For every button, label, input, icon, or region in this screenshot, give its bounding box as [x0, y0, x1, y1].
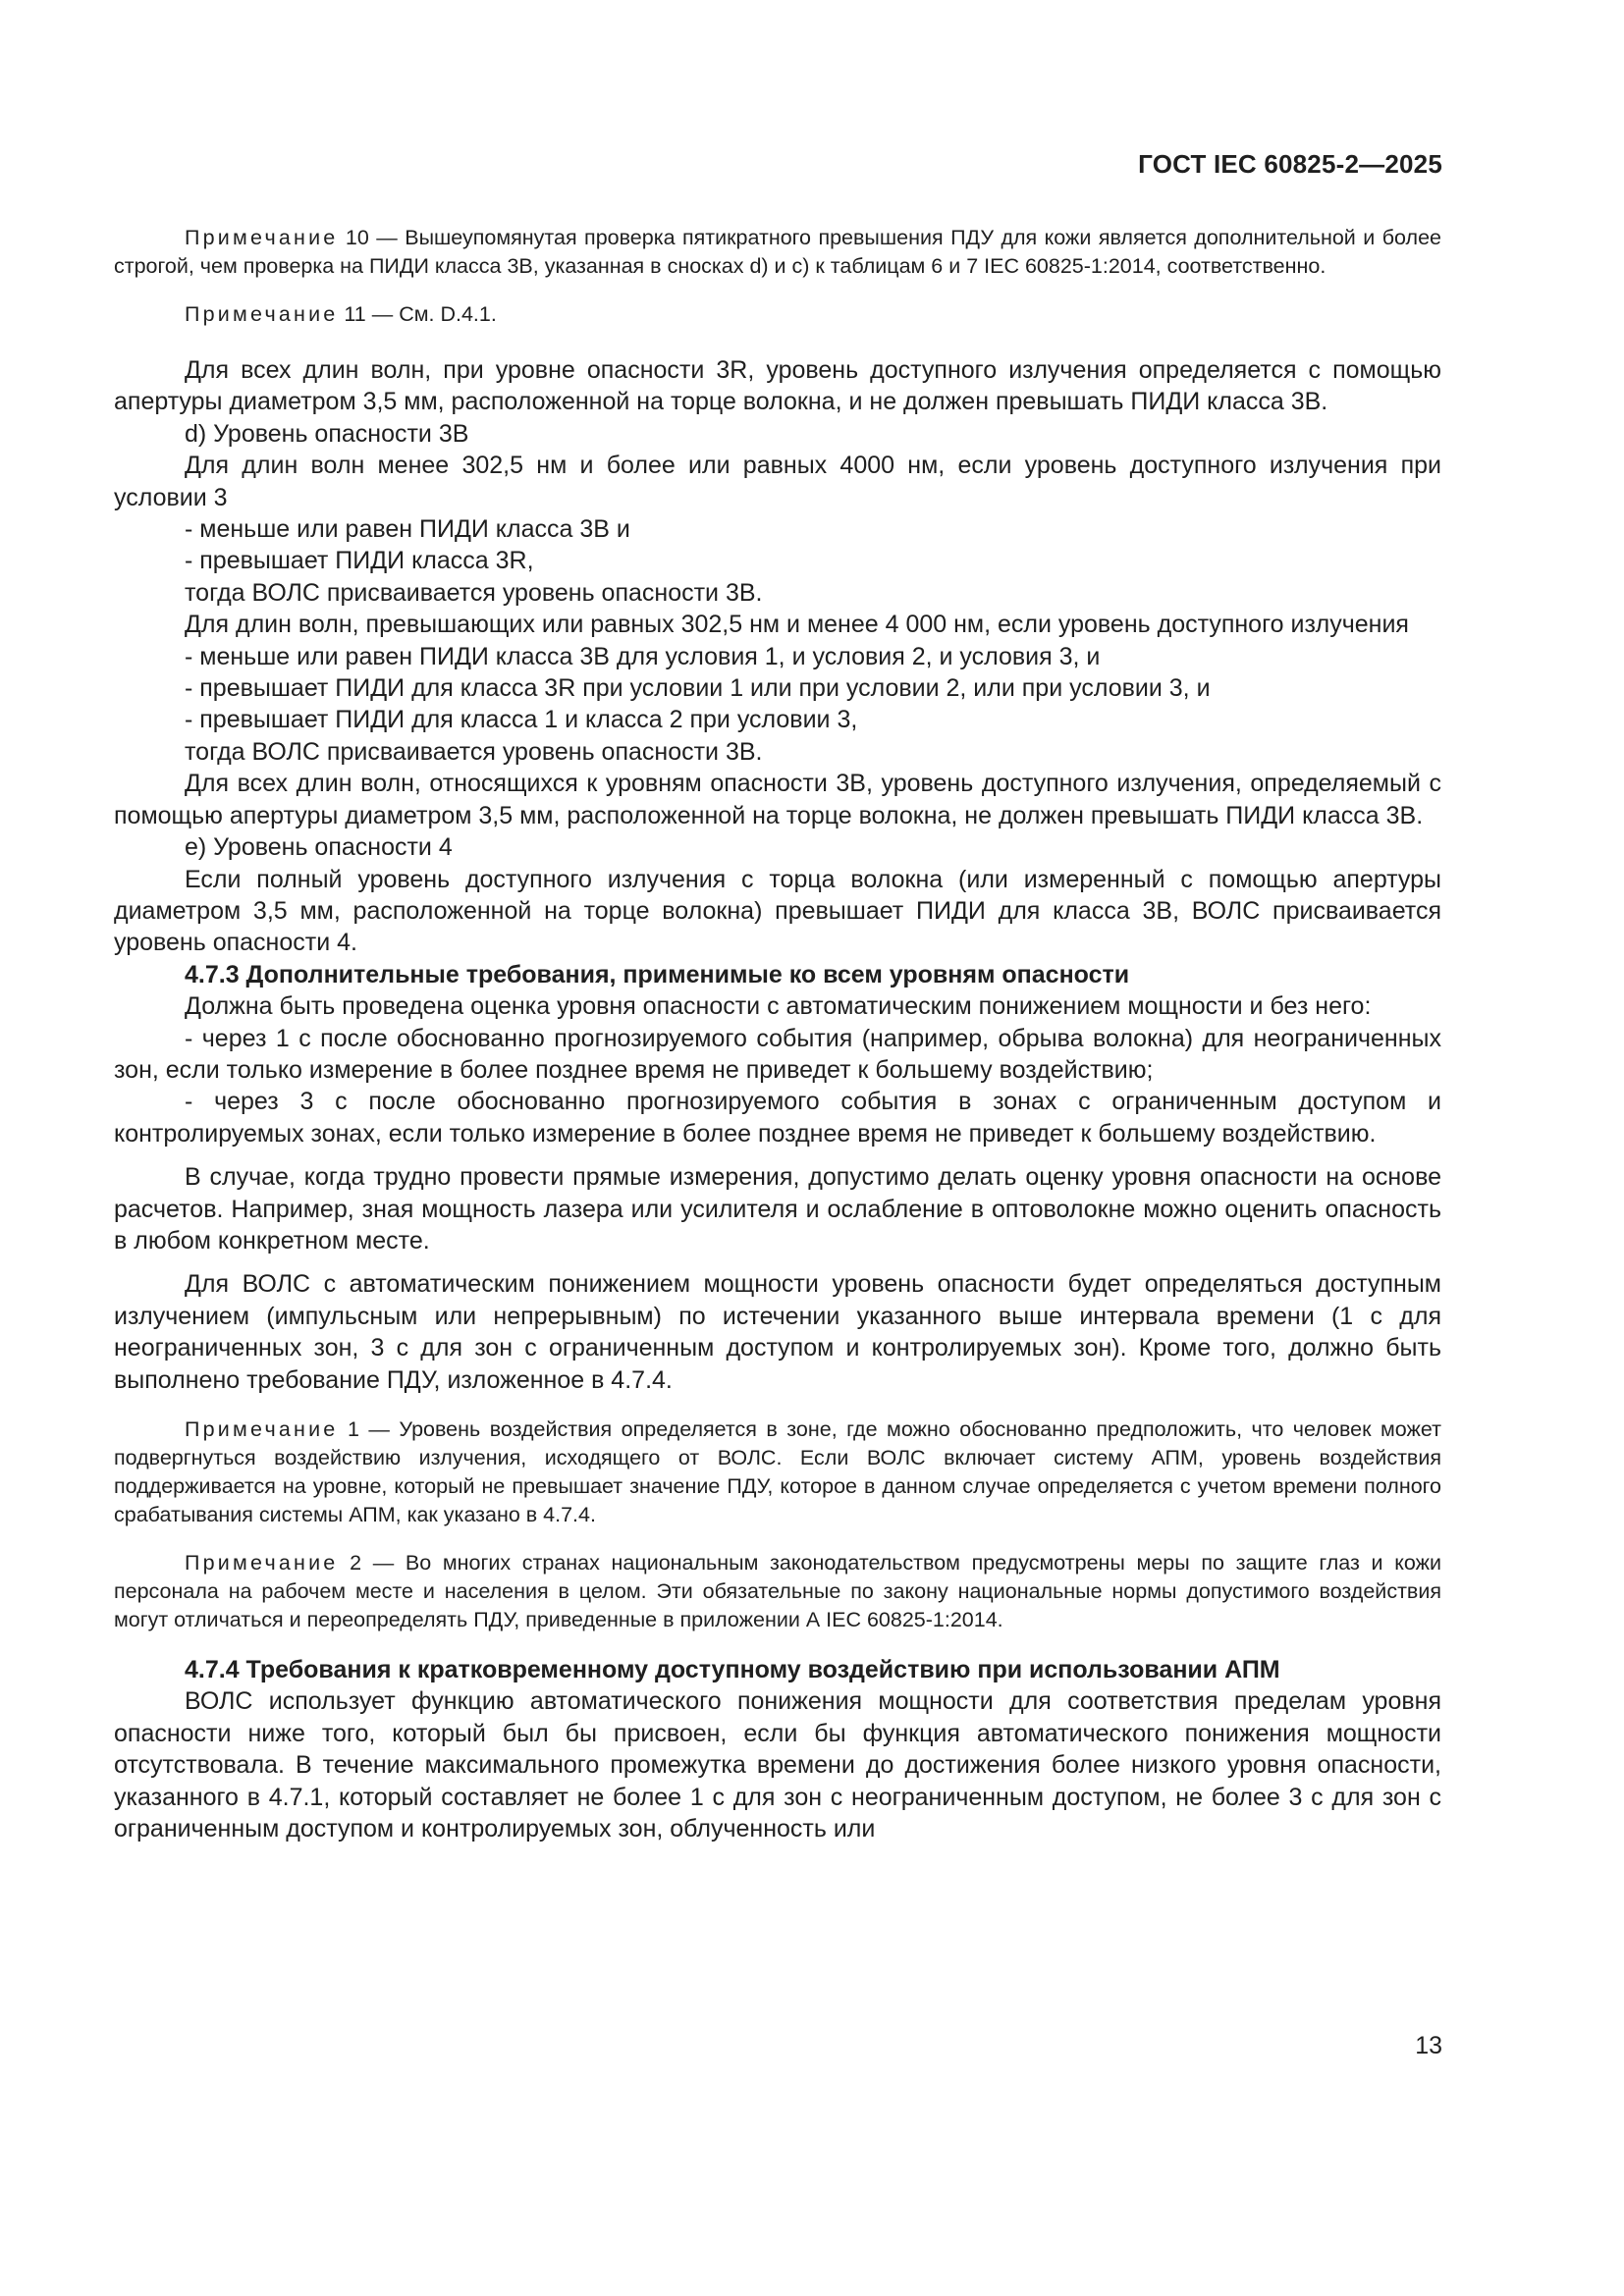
item-e-heading: e) Уровень опасности 4	[185, 833, 453, 862]
note-10	[114, 224, 1441, 281]
paragraph: Для ВОЛС с автоматическим понижением мощности уровень опасности будет определяться доступным излучением (импульсным или непрерывным) по истечении указанного выше интервала времени (1 с для неограниченных зон, 3 с для зон с ограниченным доступом и контролируемых зон). Кроме того, должно быть выполнено требование ПДУ, изложенное в 4.7.4.	[114, 1270, 1441, 1394]
paragraph: Если полный уровень доступного излучения с торца волокна (или измеренный с помощью апертуры диаметром 3,5 мм, расположенной на торце волокна) превышает ПИДИ для класса 3В, ВОЛС присваивается уровень опасности 4.	[114, 865, 1441, 957]
section-heading: 4.7.3 Дополнительные требования, применимые ко всем уровням опасности	[185, 960, 1130, 988]
note-11	[114, 300, 1441, 329]
paragraph: тогда ВОЛС присваивается уровень опасности 3В.	[185, 578, 763, 607]
paragraph: Должна быть проведена оценка уровня опасности с автоматическим понижением мощности и без него:	[185, 992, 1372, 1021]
paragraph: тогда ВОЛС присваивается уровень опасности 3В.	[185, 737, 763, 766]
paragraph: ВОЛС использует функцию автоматического понижения мощности для соответствия пределам уровня опасности ниже того, который был бы присвоен, если бы функция автоматического понижения мощности отсутствовала. В течение максимального промежутка времени до достижения более низкого уровня опасности, указанного в 4.7.1, который составляет не более 1 с для зон с неограниченным доступом, не более 3 с для зон с ограниченным доступом и контролируемых зон, облученность или	[114, 1687, 1441, 1843]
list-item: - меньше или равен ПИДИ класса 3В для условия 1, и условия 2, и условия 3, и	[185, 642, 1101, 670]
paragraph: Для всех длин волн, при уровне опасности 3R, уровень доступного излучения определяется с помощью апертуры диаметром 3,5 мм, расположенной на торце волокна, и не должен превышать ПИДИ класса 3В.	[114, 356, 1441, 416]
list-item: - превышает ПИДИ класса 3R,	[185, 547, 534, 575]
note-text: 10 — Вышеупомянутая проверка пятикратного превышения ПДУ для кожи является дополнительной и более строгой, чем проверка на ПИДИ класса 3В, указанная в сносках d) и с) к таблицам 6 и 7 IEC 60825-1:2014, соответственно.	[114, 226, 1441, 278]
paragraph: Для длин волн, превышающих или равных 302,5 нм и менее 4 000 нм, если уровень доступного излучения	[185, 611, 1409, 639]
paragraph: Для длин волн менее 302,5 нм и более или равных 4000 нм, если уровень доступного излучения при условии 3	[114, 452, 1441, 511]
paragraph: В случае, когда трудно провести прямые измерения, допустимо делать оценку уровня опасности на основе расчетов. Например, зная мощность лазера или усилителя и ослабление в оптоволокне можно оценить опасность в любом конкретном месте.	[114, 1163, 1441, 1255]
section-heading: 4.7.4 Требования к кратковременному доступному воздействию при использовании АПМ	[185, 1656, 1280, 1683]
page-content	[114, 224, 1441, 1844]
section-4-7-3	[114, 959, 1441, 1634]
list-item: - через 3 с после обоснованно прогнозируемого события в зонах с ограниченным доступом и контролируемых зонах, если только измерение в более позднее время не приведет к большему воздействию.	[114, 1088, 1441, 1148]
note-text: 1 — Уровень воздействия определяется в зоне, где можно обоснованно предположить, что человек может подвергнуться воздействию излучения, исходящего от ВОЛС. Если ВОЛС включает систему АПМ, уровень воздействия поддерживается на уровне, который не превышает значение ПДУ, которое в данном случае определяется с учетом времени полного срабатывания системы АПМ, как указано в 4.7.4.	[114, 1417, 1441, 1526]
note-label: Примечание	[185, 1551, 339, 1575]
note-text: 11 — См. D.4.1.	[338, 302, 497, 326]
note-label: Примечание	[185, 1417, 339, 1441]
note-text: 2 — Во многих странах национальным законодательством предусмотрены меры по защите глаз и кожи персонала на рабочем месте и населения в целом. Эти обязательные по закону национальные нормы допустимого воздействия могут отличаться и переопределять ПДУ, приведенные в приложении А IEC 60825-1:2014.	[114, 1551, 1441, 1631]
section-4-7-4	[114, 1654, 1441, 1844]
list-item: - превышает ПИДИ для класса 3R при условии 1 или при условии 2, или при условии 3, и	[185, 674, 1211, 703]
note-label: Примечание	[185, 226, 339, 249]
item-d-heading: d) Уровень опасности 3В	[185, 419, 469, 448]
list-item: - меньше или равен ПИДИ класса 3В и	[185, 515, 630, 544]
page-number: 13	[1415, 2032, 1442, 2059]
note-2	[114, 1549, 1441, 1634]
document-code: ГОСТ IEC 60825-2—2025	[1138, 149, 1442, 179]
list-item: - превышает ПИДИ для класса 1 и класса 2 при условии 3,	[185, 706, 858, 734]
note-label: Примечание	[185, 302, 339, 326]
paragraph: Для всех длин волн, относящихся к уровням опасности 3В, уровень доступного излучения, определяемый с помощью апертуры диаметром 3,5 мм, расположенной на торце волокна, не должен превышать ПИДИ класса 3В.	[114, 770, 1441, 829]
section-levels	[114, 354, 1441, 959]
list-item: - через 1 с после обоснованно прогнозируемого события (например, обрыва волокна) для неограниченных зон, если только измерение в более позднее время не приведет к большему воздействию;	[114, 1024, 1441, 1084]
note-1	[114, 1415, 1441, 1529]
